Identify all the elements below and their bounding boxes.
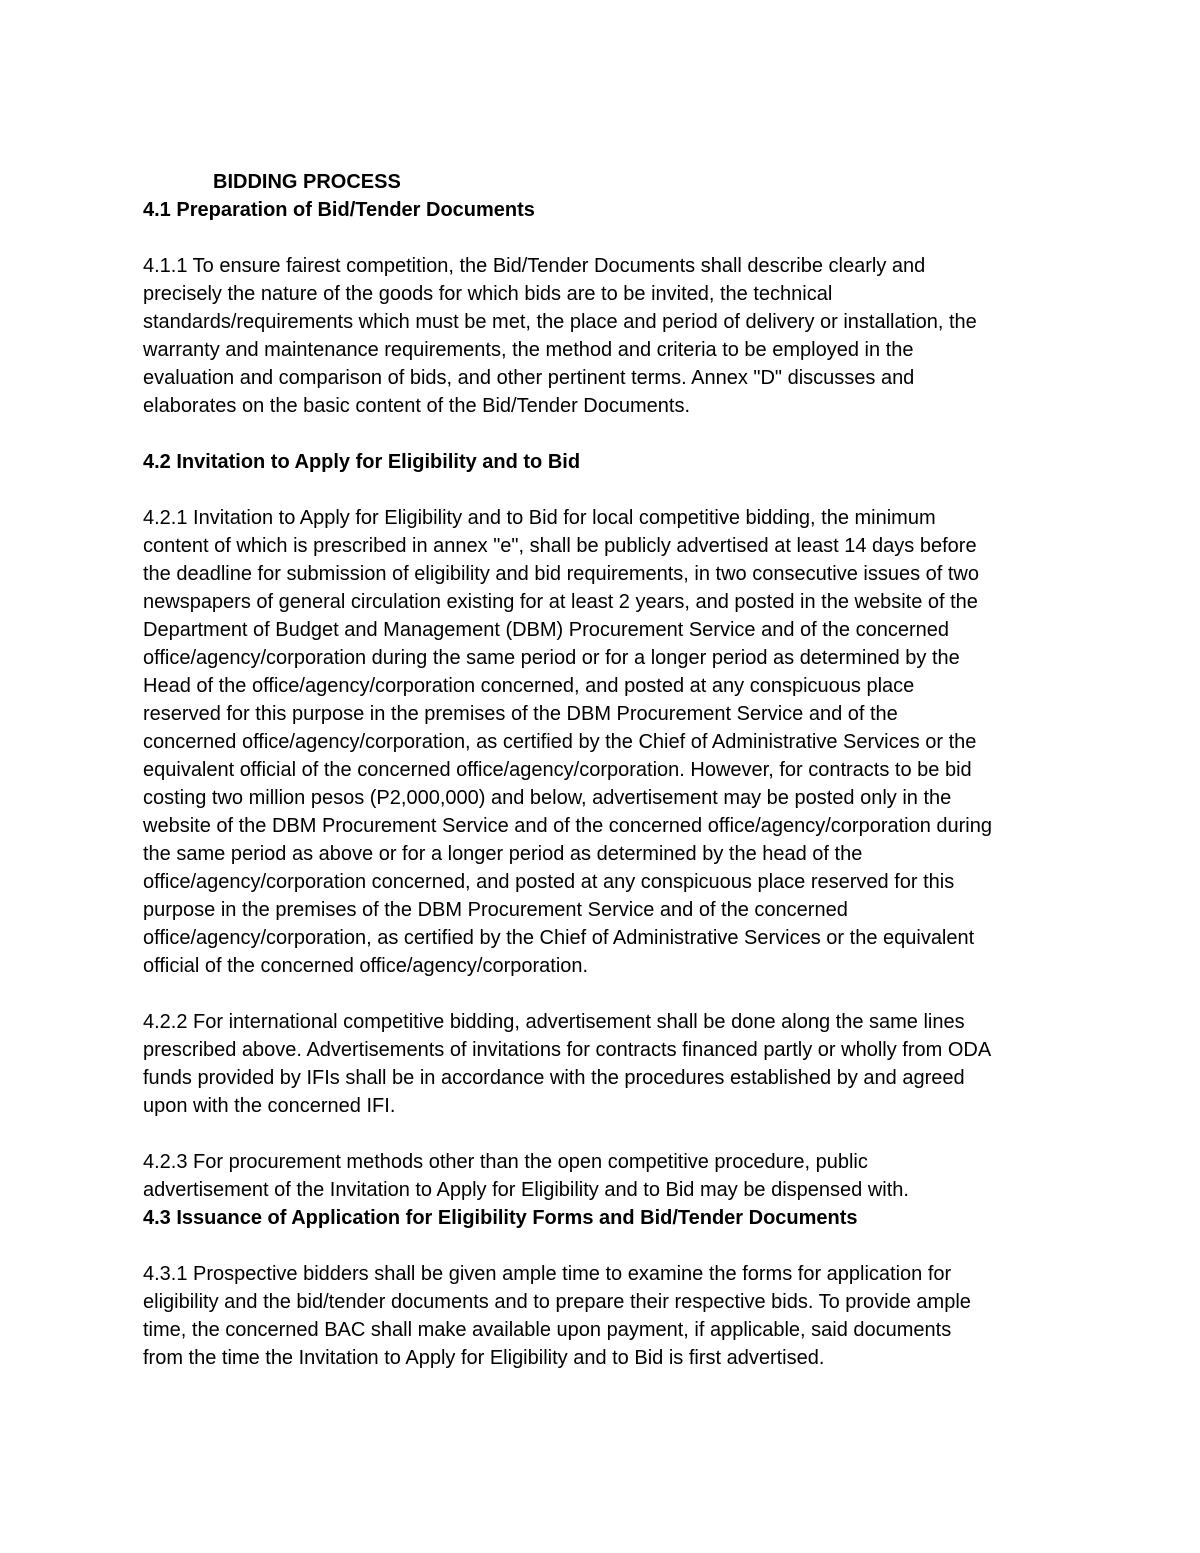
text-line: Head of the office/agency/corporation concerned, and posted at any conspicuous place <box>143 675 915 697</box>
text-line: elaborates on the basic content of the Bid/Tender Documents. <box>143 395 691 417</box>
text-line: precisely the nature of the goods for which bids are to be invited, the technical <box>143 283 833 305</box>
text-line: 4.1.1 To ensure fairest competition, the Bid/Tender Documents shall describe clearly and <box>143 255 926 277</box>
text-line: office/agency/corporation, as certified by the Chief of Administrative Services or the equivalent <box>143 927 975 949</box>
text-line: 4.2.3 For procurement methods other than the open competitive procedure, public <box>143 1151 868 1173</box>
text-line: 4.2.2 For international competitive bidding, advertisement shall be done along the same lines <box>143 1011 965 1033</box>
text-line: time, the concerned BAC shall make available upon payment, if applicable, said documents <box>143 1319 952 1341</box>
text-line: upon with the concerned IFI. <box>143 1095 396 1117</box>
text-line: advertisement of the Invitation to Apply for Eligibility and to Bid may be dispensed with. <box>143 1179 909 1201</box>
section-heading: 4.2 Invitation to Apply for Eligibility and to Bid <box>143 451 581 473</box>
text-line: Department of Budget and Management (DBM) Procurement Service and of the concerned <box>143 619 949 641</box>
text-line: newspapers of general circulation existing for at least 2 years, and posted in the website of the <box>143 591 978 613</box>
text-line: eligibility and the bid/tender documents and to prepare their respective bids. To provide ample <box>143 1291 971 1313</box>
text-line: prescribed above. Advertisements of invitations for contracts financed partly or wholly from ODA <box>143 1039 992 1061</box>
document-title: BIDDING PROCESS <box>213 171 401 193</box>
paragraph-4-2-3 <box>143 1148 1073 1204</box>
paragraph-4-3-1 <box>143 1260 1073 1372</box>
text-line: warranty and maintenance requirements, the method and criteria to be employed in the <box>143 339 914 361</box>
text-line: reserved for this purpose in the premises of the DBM Procurement Service and of the <box>143 703 898 725</box>
paragraph-4-2-2 <box>143 1008 1073 1120</box>
section-4-3 <box>143 1204 1073 1372</box>
text-line: costing two million pesos (P2,000,000) and below, advertisement may be posted only in the <box>143 787 952 809</box>
text-line: purpose in the premises of the DBM Procurement Service and of the concerned <box>143 899 848 921</box>
text-line: the deadline for submission of eligibility and bid requirements, in two consecutive issues of two <box>143 563 979 585</box>
text-line: from the time the Invitation to Apply for Eligibility and to Bid is first advertised. <box>143 1347 825 1369</box>
text-line: funds provided by IFIs shall be in accordance with the procedures established by and agreed <box>143 1067 965 1089</box>
section-4-2 <box>143 448 1073 1204</box>
text-line: concerned office/agency/corporation, as certified by the Chief of Administrative Services or the <box>143 731 977 753</box>
text-line: 4.3.1 Prospective bidders shall be given ample time to examine the forms for application for <box>143 1263 952 1285</box>
section-4-1 <box>143 196 1073 420</box>
text-line: the same period as above or for a longer period as determined by the head of the <box>143 843 863 865</box>
paragraph-4-1-1 <box>143 252 1073 420</box>
text-line: office/agency/corporation during the same period or for a longer period as determined by the <box>143 647 960 669</box>
section-heading: 4.1 Preparation of Bid/Tender Documents <box>143 199 535 221</box>
text-line: content of which is prescribed in annex "e", shall be publicly advertised at least 14 days before <box>143 535 977 557</box>
text-line: office/agency/corporation concerned, and posted at any conspicuous place reserved for this <box>143 871 955 893</box>
text-line: official of the concerned office/agency/corporation. <box>143 955 589 977</box>
text-line: standards/requirements which must be met, the place and period of delivery or installation, the <box>143 311 977 333</box>
text-line: equivalent official of the concerned office/agency/corporation. However, for contracts to be bid <box>143 759 972 781</box>
text-line: evaluation and comparison of bids, and other pertinent terms. Annex "D" discusses and <box>143 367 915 389</box>
paragraph-4-2-1 <box>143 504 1073 980</box>
text-line: 4.2.1 Invitation to Apply for Eligibility and to Bid for local competitive bidding, the minimum <box>143 507 936 529</box>
text-line: website of the DBM Procurement Service and of the concerned office/agency/corporation during <box>143 815 992 837</box>
document-body <box>143 168 1073 1372</box>
section-heading: 4.3 Issuance of Application for Eligibility Forms and Bid/Tender Documents <box>143 1207 858 1229</box>
